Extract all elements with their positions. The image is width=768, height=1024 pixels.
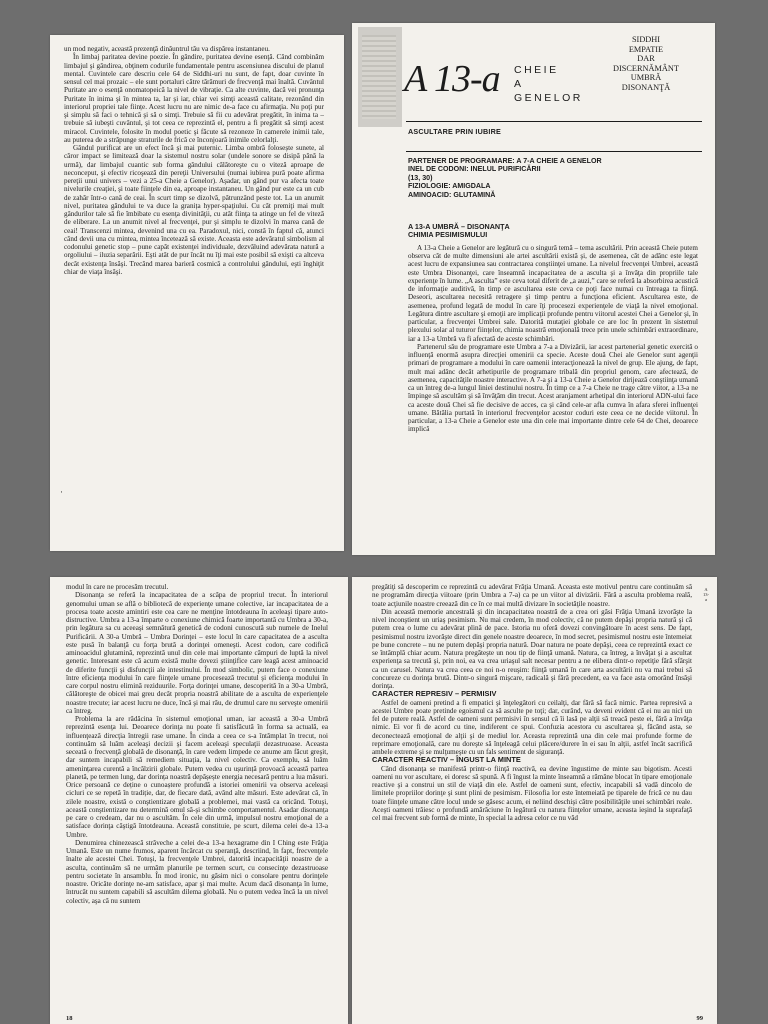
paragraph: Din această memorie ancestrală şi din incapacitatea noastră de a crea ori găsi Frăţia Umană izvorăşte la nivel inconştient un uriaş pesimism. Nu mai credem, în mod colectiv, că ne putem depăşi propria natură şi că putem crea o lume cu adevărat plină de pace. Istoria nu oferă dovezi convingătoare în acest sens. De fapt, pesimismul nostru izvorăşte direct din genele noastre deoarece, în mod secret, pesimismul nostru este întemeiat pe bune concrete – nu ne putem depăşi propria natură. Doar natura ne poate depăşi, ceea ce reprezintă exact ce se întâmplă chiar acum. Natura pregăteşte un nou tip de fiinţă umană. Natura, ca întreg, a învăţat şi a ascultat experienţa sa trecută şi, prin noi, ea va crea uriaşul salt necesar pentru a ne elibera dintr-o repetiţie fără sfârşit ca un carusel. Natura va crea ceea ce noi n-o reuşim: fiinţă umană în care arta ascultării nu va mai trebui să concureze cu dorinţa brută. Dintr-o singură mişcare, radicală şi fără precedent, ea va face asta omorând însăşi dorinţa. xyxy=(372,607,692,690)
subtitle-word: GENELOR xyxy=(514,92,583,104)
spectrum-siddhi-label: SIDDHI xyxy=(631,35,661,44)
book-page-right-bottom xyxy=(352,577,717,1024)
paragraph: Partenerul său de programare este Umbra a 7-a a Divizării, iar acest partenerial genetic exercită o influenţă enormă asupra direcţiei omenirii ca specie. Aceste două Chei ale Genelor sunt agenţii primari de programare a modului în care oamenii interacţionează la nivel de grup. Ele ajung, de fapt, mult mai adânc decât arhetipurile de programare tribală din propriul genom, care afectează, de asemenea, capacităţile noastre interactive. A 7-a şi a 13-a Cheie a Genelor dirijează conştiinţa umană ca un întreg de-a lungul liniei destinului nostru. În timp ce a 7-a Cheie ne trage către viitor, a 13-a ne împinge să ascultăm şi să învăţăm din trecut. Acest aranjament arhetipal din interiorul ADN-ului face ca aceste două Chei să fie decisive de acces, ca şi când cele-ar afla cumva în afara sferei influenţei umane. Bătălia purtată în interiorul frecvenţelor acestor coduri este ceea ce ne decide viitorul. În particular, a 13-a Cheie a Genelor este una din cele mai importante dintre cele 64 de Chei, deoarece implică xyxy=(408,342,698,434)
body-column xyxy=(408,223,698,434)
divider xyxy=(406,151,702,152)
partner-line: (13, 30) xyxy=(408,173,433,182)
section-caption: CARACTER REPRESIV – PERMISIV xyxy=(372,689,497,699)
spectrum-gift-value: DISCERNĂMÂNT xyxy=(613,63,679,73)
chapter-subtitle xyxy=(514,63,583,105)
body-column xyxy=(372,583,692,822)
shadow-heading xyxy=(408,223,698,240)
paragraph: modul în care ne procesăm trecutul. xyxy=(66,583,169,591)
partner-line: AMINOACID: GLUTAMINĂ xyxy=(408,190,496,199)
paragraph: În limbaj paritatea devine poezie. În gândire, puritatea devine esenţă. Când combinăm limbajul şi gândirea, obţinem codurile fundamentale pentru ascensiunea discului de planul mental. Cuvintele care descriu cele 64 de Siddhi-uri nu sunt, de fapt, doar cuvinte în sensul cel mai prozaic – ele sunt portaluri către tărâmuri de frecvenţă mai înaltă. Cuvântul Puritate are o esenţă onomatopeică la nivel de vibraţie. Ca alte cuvinte, dacă vei pronunţa Puritate în inima şi în mintea ta, lar şi iar, chiar vei simţi această calitate, rezonând din interiorul propriei tale ființe. Acest lucru nu are nimic de-a face cu afirmaţia. Nu poţi pur şi simplu să faci o tehnică şi să o simţi. Trebuie să fii cu adevărat pregătit, în inima ta – trebuie să iubeşti cuvântul, şi tot ceea ce reprezintă el, pentru a fi pregătit să simţi acest miracol. Cuvintele, folosite în modul poetic şi făcute să rezoneze în camerele inimii tale, au puterea de a străpunge straturile de frică ce înconjoară inimile celorlalţi. xyxy=(64,53,324,144)
body-column xyxy=(64,45,324,276)
subtitle-word: A xyxy=(514,78,524,90)
partner-line: INEL DE CODONI: INELUL PURIFICĂRII xyxy=(408,165,541,174)
shadow-heading-line: CHIMIA PESIMISMULUI xyxy=(408,230,488,240)
section-caption: CARACTER REACTIV – ÎNGUST LA MINTE xyxy=(372,755,521,765)
partner-line: FIZIOLOGIE: AMIGDALA xyxy=(408,182,491,191)
side-tab-label: A 13-a xyxy=(703,587,709,602)
page-number: 18 xyxy=(66,1015,73,1022)
emblem-pattern-icon xyxy=(362,35,396,119)
paragraph: Gândul purificat are un efect încă şi mai puternic. Limba ombră folosește sunete, al căror impact se limitează doar la sistemul nostru solar (undele sonore se disipă până la urmă), dar limbajul cuantic sub forma gândului călătoreşte cu o viteză aproape de neconceput, şi efectiv ricoşează din pereţii Universului (numai iubirea pură poate afirma pereţii unui univers – vezi a 25-a Cheie a Genelor). Aşadar, un gând pur va afecta toate nivelurile creaţiei, şi toate fiinţele din ea, aproape instantaneu. Un gând pur este ca un cub de zahăr într-o cană de ceai. În scurt timp se dizolvă, pătrunzând peste tot. La un anumit nivel, puritatea gândului te va duce la granița hyper-spaţiului. Cu cât premiţi mai mult gândurilor tale să fie îmbibate cu esenţa divinităţii, cu atât fiinţa ta atinge un fel de viteză de eliberare. La un anumit nivel al frecvenţei, pur şi simplu te dizolvi în marea cană de ceai! Transcenzi mintea, devenind una cu ea. Paradoxul, nici, constă în faptul că, atunci când devii una cu mintea, mintea încetează să existe. Aceasta este adevăratul simbolism al codonului genetic stop – pune capăt existenţei individuale, dezvăluind adevărata natură a orgoliului – iluzia separării. Eşti atât de pur încât nu îţi mai este posibil să exişti ca altceva decât existenţa însăşi. Trecând marea barieră cosmică a controlului gândului, eşti înghiţit chiar de viaţa însăşi. xyxy=(64,144,324,276)
shadow-heading-line: A 13-A UMBRĂ – DISONANŢA xyxy=(408,222,510,231)
frequency-spectrum xyxy=(591,35,701,93)
book-page-right-top xyxy=(352,23,715,555)
spectrum-siddhi-value: EMPATIE xyxy=(628,44,664,54)
margin-mark: · xyxy=(60,487,63,497)
partner-line: PARTENER DE PROGRAMARE: A 7-A CHEIE A GENELOR xyxy=(408,157,602,165)
chapter-emblem xyxy=(358,27,402,127)
paragraph: Astfel de oameni pretind a fi empatici şi înţelegători cu ceilalţi, dar fără să facă nimic. Partea represivă a acestei Umbre poate pretinde egoismul ca să asculte pe toţi; dar, curând, va deveni evident că ei nu au nici un fel de putere reală. Astfel de oameni sunt permisivi în sensul că îi lasă pe alţii să treacă peste ei, fără a învăţa nimic. Ei vor fi de acord cu tine, indiferent ce spui. Confuzia acestora cu ascultarea şi, făcând asta, se deconectează emoţional de alţii şi de mediul lor. Aceasta reprezintă una din cele mai profunde forme de reprimare emoţională, care nu doreşte să înţeleagă celui plăcere/durere în ei sau în alţii, astfel încât sacrifică ambele extreme şi se mulţumeşte cu un fals sentiment de siguranţă. xyxy=(372,698,692,756)
paragraph: A 13-a Cheie a Genelor are legătură cu o singură temă – tema ascultării. Prin această Cheie putem observa cât de multe dimensiuni ale artei ascultării există şi, de asemenea, cât de adânc este legat acest lucru de expansiunea sau contractarea conştiinţei umane. La nivelul frecvenţei Umbrei, această este Umbra Disonanţei, care înseamnă incapacitatea de a asculta şi a învăţa din propriile tale experienţe în lume. „A asculta” este ceva total diferit de „a auzi,” care se referă la absorbirea acustică de informaţie auditivă, în timp ce ascultarea este ceva ce poţi face numai cu întreaga ta fiinţă. Deseori, ascultarea necesită retragere şi timp pentru a funcţiona eficient. Ascultarea este, de asemenea, profund legată de modul în care îţi procesezi experienţele de viaţă la nivel emoţional. Legătura dintre ascultare şi emoţii are implicaţii profunde pentru viitorul acestei Chei a Genelor şi, în particular, a frecvenţei Umbrei sale. Datorită mutaţiei globale ce are loc în prezent în sistemul plexului solar al tuturor fiinţelor, chimia noastră emoţională trece prin unele schimbări extraordinare, iar a 13-a Umbră va fi afectată de aceste schimbări. xyxy=(408,243,698,343)
paragraph: Problema la are rădăcina în sistemul emoţional uman, iar această a 30-a Umbră reprezintă esenţa lui. Deoarece dorinţa nu poate fi satisfăcută în forma sa actuală, ea influenţează direcţia întregii rase umane. În cinda a ceea ce s-a întâmplat în trecut, noi continuăm să luăm aceleaşi decizii şi facem aceleaşi speculaţii dezastruoase. Aceasta seceată o frecvenţă globală de disonanţă, în care vedem limpede ce anume am făcut greşit, dar suntem incapabili să remediem situaţia, la nivel colectiv. Ca exemplu, să luăm amenințarea curentă a încălzirii globale. Putem vedea cu ușurință provoacă această partea planetă, pe termen lung, dar dorința noastră depășește energia necesară pentru a lua măsuri. Orice persoană ce deține o cunoaștere profundă a istoriei omenirii va observa aceleași cicluri ce se repetă în tradiție, dar, de fiecare dată, având alte măsuri. Este adevărat că, în zilele noastre, există o conştientizare globală a problemei, mai vastă ca oricând. Totuşi, această conştientizare nu determină omul să-şi schimbe comportamentul. Asadar disonanța pe care o credeam, dar nu o ascultăm. În cele din urmă, impulsul nostru emoţional de a satisface dorinţa câştigă întotdeauna. Această constituie, pe scurt, dilema celei de-a 13-a Umbre. xyxy=(66,715,328,839)
paragraph: pregătiţi să descoperim ce reprezintă cu adevărat Frăţia Umană. Aceasta este motivul pentru care continuăm să ne programăm direcţia viitoare (prin Umbra a 7-a) ca pe un viitor al divizării. Fără a asculta problema reală, toate acţiunile noastre creează din ce în ce mai multă divizare în societăţile noastre. xyxy=(372,583,692,608)
body-column xyxy=(66,583,328,905)
spectrum-shadow-label: UMBRĂ xyxy=(630,73,662,83)
paragraph: un mod negativ, această prezenţă dinăuntrul tău va dispărea instantaneu. xyxy=(64,45,270,53)
paragraph: Denumirea chinezească străveche a celei de-a 13-a hexagrame din I Ching este Frăţia Umană. Este un nume frumos, aparent încărcat cu speranţă, descriind, în fapt, frecvenţele înalte ale acestei Chei. Totuşi, la frecvenţele Umbrei, datorită incapacităţii noastre de a asculta, continuăm să ne urmăm planurile pe termen scurt, cu consecinţe dezastruoase pentru societate în ansamblu. În mod ironic, nu găsim nici o consolare pentru dorinţele noastre. Oricâte dorinţe ne-am satisface, apar şi mai multe. Acum dacă disonanţa în lume, întrucât nu suntem capabili să ascultăm dilema globală. Nu o putem vedea încă la un nivel colectiv, aşa că nu suntem xyxy=(66,838,328,905)
book-page-left-bottom xyxy=(50,577,348,1024)
paragraph: Disonanţa se referă la incapacitatea de a scăpa de propriul trecut. În interiorul genomului uman se află o bibliotecă de experienţe umane colective, iar incapacitatea de a procesa toate aceste amintiri este cea care ne menţine întotdeauna în aceleaşi tipare auto-distructive. Umbra a 13-a împarte o conexiune chimică foarte importantă cu Umbra a 30-a, prin legătura sa cu aceeaşi semnătură genetică de codoni cunoscută sub numele de Inelul Purificării. A 30-a Umbră – Umbra Dorinţei – este locul în care capacitatea de a asculta este pusă în balanţă cu forţa brută a dorinţei omeneşti. Acest codon, care codifică aminoacidul glutamină, reprezintă unul din cele mai importante câmpuri de luptă la nivel genetic. Interesant este că acum există multe dovezi ştiinţifice care leagă acest aminoacid de diferite funcţii şi disfuncţii ale intestinului. În mod simbolic, putem face o conexiune între eficienţa modului în care fiinţele umane procesează trecutul şi eficienţa modului în care corpul nostru elimină reziduurile. Forţa dorinţei umane, descoperită în a 30-a Umbră, călătoreşte de obicei mai greu decât propria noastră abilitate de a asculta de experienţele noastre trecute; iar acest lucru ne duce, încă şi mai rău, de drumul care nu serveşte omenirii ca întreg. xyxy=(66,591,328,715)
page-number: 99 xyxy=(696,1015,703,1022)
paragraph: Când disonanţa se manifestă printr-o fiinţă reactivă, ea devine îngustime de minte sau bigotism. Acesti oameni nu vor ascultare, ei doresc să spună. A fi îngust la minte înseamnă a rămâne blocat în tipare emoţionale reactive şi a construi un stil de viaţă din ele. Astfel de oameni sunt, efectiv, incapabili să vadă dincolo de limitele propriilor dorinţe şi sunt plini de pesimism. Filosofia lor este întemeiată pe tiparele de frică ce nu dau toate fiinţele umane către locul unde se găsesc acum, ei neliind deschişi către posibilităţile unei schimbări reale. Aceşti oameni trăiesc o profundă amărăciune în legătură cu natura fiinţelor umane, aceasta ieşind la suprafaţă cel mai frecvent sub formă de minte, în special la adresa celor ce nu văd xyxy=(372,764,692,822)
book-page-left-top xyxy=(50,35,344,551)
divider xyxy=(406,121,702,122)
spectrum-gift-label: DAR xyxy=(637,54,655,64)
programming-partner-block xyxy=(408,157,602,199)
section-title: ASCULTARE PRIN IUBIRE xyxy=(408,127,501,136)
subtitle-word: CHEIE xyxy=(514,64,559,76)
spectrum-shadow-value: DISONANŢĂ xyxy=(621,82,671,92)
chapter-title: A 13-a xyxy=(404,58,500,100)
